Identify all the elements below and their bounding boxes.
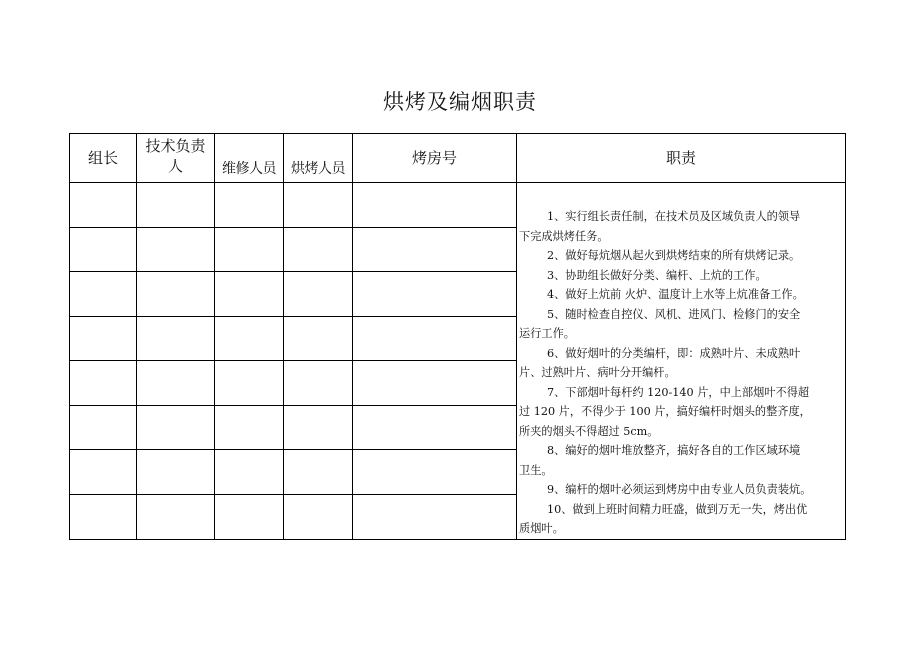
header-tech-lead-line2: 人 — [167, 157, 183, 175]
duty-line: 6、做好烟叶的分类编杆，即：成熟叶片、未成熟叶 — [547, 346, 801, 360]
table-cell — [284, 227, 353, 272]
table-cell — [70, 405, 137, 450]
duty-line: 7、下部烟叶每杆约 120-140 片，中上部烟叶不得超 — [547, 385, 810, 399]
duty-line: 2、做好每炕烟从起火到烘烤结束的所有烘烤记录。 — [547, 249, 801, 262]
duty-line: 5、随时检查自控仪、风机、进风门、检修门的安全 — [547, 307, 801, 321]
duties-cell — [517, 183, 846, 540]
duty-line: 所夹的烟头不得超过 5cm。 — [519, 424, 659, 438]
duty-line: 运行工作。 — [519, 327, 575, 340]
table-cell — [70, 227, 137, 272]
table-cell — [70, 316, 137, 361]
table-cell — [284, 494, 353, 539]
table-cell — [284, 272, 353, 317]
table-cell — [215, 272, 284, 317]
table-cell — [284, 361, 353, 406]
duty-line: 3、协助组长做好分类、编杆、上炕的工作。 — [547, 268, 767, 282]
table-cell — [70, 361, 137, 406]
table-cell — [353, 272, 517, 317]
header-tech-lead-line1: 技术负责 — [145, 137, 206, 155]
header-room-no: 烤房号 — [353, 134, 517, 183]
table-cell — [70, 272, 137, 317]
header-curing: 烘烤人员 — [284, 134, 353, 183]
table-cell — [137, 316, 215, 361]
table-row — [70, 183, 846, 228]
table-cell — [353, 316, 517, 361]
table-cell — [137, 405, 215, 450]
duty-line: 质烟叶。 — [519, 522, 564, 535]
duty-line: 9、编杆的烟叶必须运到烤房中由专业人员负责装炕。 — [547, 483, 812, 496]
document-title: 烘烤及编烟职责 — [383, 90, 537, 114]
duty-line: 卫生。 — [519, 463, 553, 477]
table-cell — [215, 227, 284, 272]
header-tech-lead — [137, 134, 215, 183]
table-header-row — [70, 134, 846, 183]
duty-line: 下完成烘烤任务。 — [519, 229, 609, 243]
table-cell — [353, 227, 517, 272]
duty-line: 1、实行组长责任制，在技术员及区域负责人的领导 — [547, 210, 801, 223]
duty-line: 10、做到上班时间精力旺盛，做到万无一失，烤出优 — [547, 502, 808, 516]
table-cell — [137, 272, 215, 317]
table-cell — [137, 227, 215, 272]
table-cell — [70, 494, 137, 539]
duty-line: 8、编好的烟叶堆放整齐，搞好各自的工作区域环境 — [547, 444, 801, 457]
table-cell — [353, 183, 517, 228]
table-cell — [137, 450, 215, 495]
table-cell — [215, 494, 284, 539]
duty-line: 过 120 片，不得少于 100 片，搞好编杆时烟头的整齐度， — [519, 405, 811, 418]
table-cell — [284, 450, 353, 495]
table-cell — [70, 183, 137, 228]
table-cell — [215, 183, 284, 228]
table-cell — [353, 494, 517, 539]
table-cell — [215, 316, 284, 361]
table-cell — [215, 405, 284, 450]
header-repair: 维修人员 — [215, 134, 284, 183]
header-leader: 组长 — [70, 134, 137, 183]
table-cell — [215, 361, 284, 406]
table-cell — [70, 450, 137, 495]
duty-table — [69, 133, 846, 540]
table-cell — [137, 494, 215, 539]
duty-line: 4、做好上炕前 火炉、温度计上水等上炕准备工作。 — [547, 288, 804, 301]
table-cell — [137, 183, 215, 228]
table-cell — [284, 316, 353, 361]
table-cell — [353, 450, 517, 495]
table-cell — [353, 361, 517, 406]
table-cell — [215, 450, 284, 495]
table-cell — [137, 361, 215, 406]
table-cell — [284, 183, 353, 228]
table-cell — [284, 405, 353, 450]
header-duties: 职责 — [517, 134, 846, 183]
table-cell — [353, 405, 517, 450]
duty-line: 片、过熟叶片、病叶分开编杆。 — [519, 366, 676, 379]
